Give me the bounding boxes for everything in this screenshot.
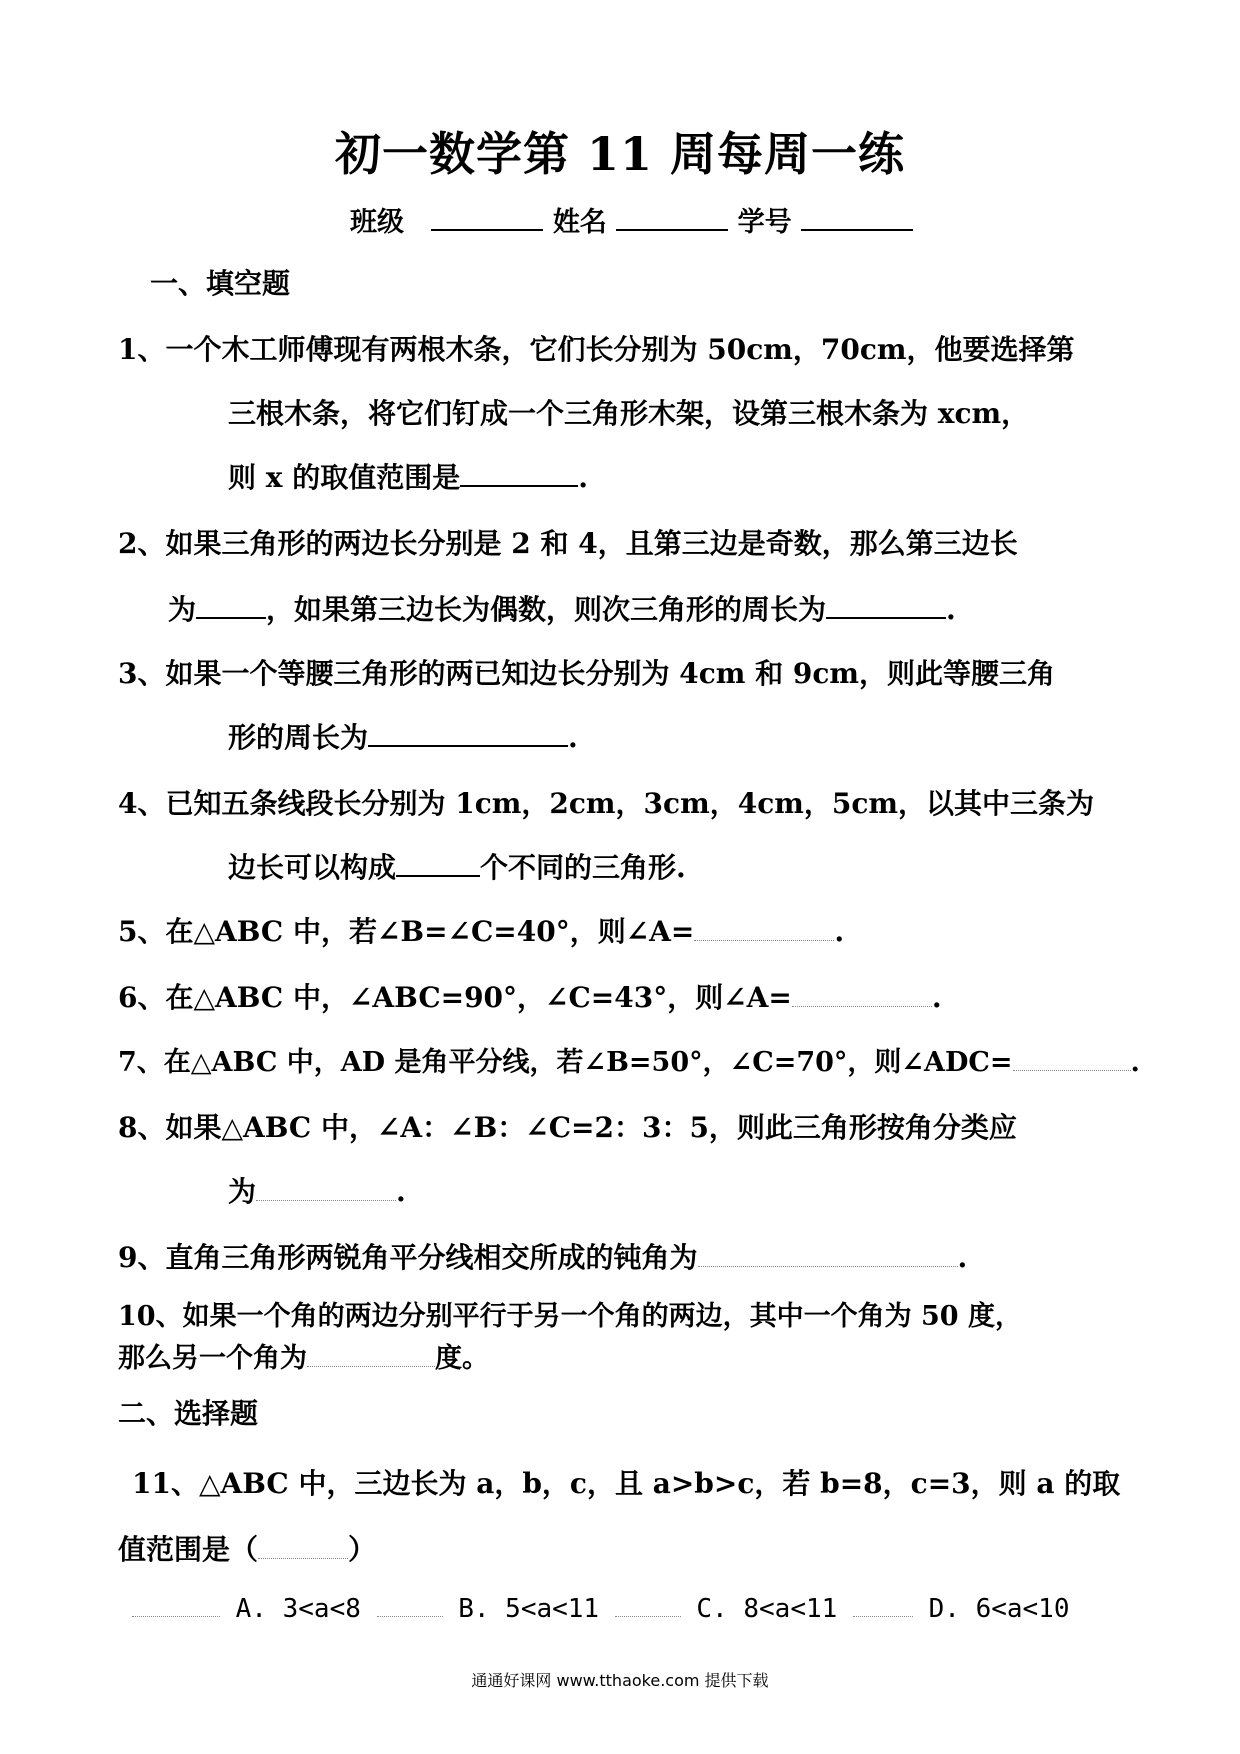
q10-answer-blank[interactable] bbox=[307, 1340, 435, 1367]
q11-option-a[interactable]: A. 3<a<8 bbox=[235, 1594, 361, 1624]
q3-line-2 bbox=[228, 716, 578, 756]
q5-period: . bbox=[834, 915, 845, 948]
q6-line bbox=[118, 976, 942, 1016]
q2-period: . bbox=[946, 593, 956, 626]
name-label: 姓名 bbox=[552, 207, 607, 238]
q5-text: 5、在△ABC 中，若∠B=∠C=40°，则∠A= bbox=[118, 915, 695, 948]
q9-text: 9、直角三角形两锐角平分线相交所成的钝角为 bbox=[118, 1241, 698, 1274]
section-heading-fill-blank: 一、填空题 bbox=[150, 267, 291, 300]
q11-options bbox=[132, 1594, 1070, 1624]
section-heading-multiple-choice: 二、选择题 bbox=[118, 1397, 259, 1430]
q8-line-2 bbox=[228, 1170, 406, 1210]
q10-line-2 bbox=[118, 1336, 489, 1375]
q2-answer-blank-1[interactable] bbox=[196, 591, 266, 619]
q8-line-1: 8、如果△ABC 中，∠A：∠B：∠C=2：3：5，则此三角形按角分类应 bbox=[118, 1111, 1017, 1144]
q2-answer-blank-2[interactable] bbox=[826, 591, 946, 619]
q1-line-2: 三根木条，将它们钉成一个三角形木架，设第三根木条为 xcm， bbox=[228, 397, 1030, 430]
q3-line-1: 3、如果一个等腰三角形的两已知边长分别为 4cm 和 9cm，则此等腰三角 bbox=[118, 657, 1056, 690]
q10-text-b: 度。 bbox=[435, 1343, 489, 1374]
q10-text-a: 那么另一个角为 bbox=[118, 1343, 307, 1374]
q1-text: 则 x 的取值范围是 bbox=[228, 461, 461, 494]
q2-line-2 bbox=[168, 588, 956, 628]
name-blank bbox=[616, 205, 728, 231]
q4-text-b: 个不同的三角形. bbox=[480, 851, 686, 884]
q9-line bbox=[118, 1236, 967, 1276]
q1-line-1: 1、一个木工师傅现有两根木条，它们长分别为 50cm，70cm，他要选择第 bbox=[118, 333, 1075, 366]
q3-answer-blank[interactable] bbox=[368, 719, 568, 747]
q2-line-1: 2、如果三角形的两边长分别是 2 和 4，且第三边是奇数，那么第三边长 bbox=[118, 527, 1018, 560]
q6-text: 6、在△ABC 中，∠ABC=90°，∠C=43°，则∠A= bbox=[118, 981, 792, 1014]
q9-period: . bbox=[957, 1241, 968, 1274]
class-label: 班级 bbox=[350, 207, 404, 238]
q11-option-d[interactable]: D. 6<a<10 bbox=[928, 1594, 1070, 1624]
q8-period: . bbox=[396, 1175, 406, 1208]
q1-answer-blank[interactable] bbox=[460, 459, 578, 487]
q10-line-1: 10、如果一个角的两边分别平行于另一个角的两边，其中一个角为 50 度， bbox=[118, 1301, 1022, 1332]
q11-options-gap bbox=[853, 1596, 913, 1617]
q7-text: 7、在△ABC 中，AD 是角平分线，若∠B=50°，∠C=70°，则∠ADC= bbox=[118, 1047, 1013, 1078]
q11-text-b: ） bbox=[348, 1533, 377, 1566]
q11-line-1: 11、△ABC 中，三边长为 a，b，c，且 a>b>c，若 b=8，c=3，则 a 的取 bbox=[132, 1467, 1121, 1500]
id-blank bbox=[801, 205, 913, 231]
q9-answer-blank[interactable] bbox=[698, 1240, 958, 1267]
q1-period: . bbox=[578, 461, 588, 494]
q3-period: . bbox=[568, 721, 578, 754]
q4-line-1: 4、已知五条线段长分别为 1cm，2cm，3cm，4cm，5cm，以其中三条为 bbox=[118, 787, 1095, 820]
q2-text-a: 为 bbox=[168, 593, 197, 626]
page-title: 初一数学第 11 周每周一练 bbox=[334, 127, 906, 181]
q11-option-c[interactable]: C. 8<a<11 bbox=[696, 1594, 838, 1624]
q7-line bbox=[118, 1040, 1140, 1079]
q11-options-gap bbox=[377, 1596, 443, 1617]
q11-answer-blank[interactable] bbox=[258, 1532, 348, 1559]
class-blank bbox=[431, 205, 543, 231]
q11-options-gap bbox=[615, 1596, 681, 1617]
q7-answer-blank[interactable] bbox=[1013, 1044, 1131, 1071]
q4-text-a: 边长可以构成 bbox=[228, 851, 397, 884]
q3-text: 形的周长为 bbox=[228, 721, 369, 754]
q11-options-leader bbox=[132, 1596, 220, 1617]
q4-answer-blank[interactable] bbox=[396, 849, 480, 877]
q6-period: . bbox=[931, 981, 942, 1014]
student-info-row bbox=[350, 200, 913, 239]
q8-text: 为 bbox=[228, 1175, 257, 1208]
q4-line-2 bbox=[228, 846, 686, 886]
q5-line bbox=[118, 910, 844, 950]
id-label: 学号 bbox=[737, 207, 792, 238]
q1-line-3 bbox=[228, 456, 588, 496]
footer-credit: 通通好课网 www.tthaoke.com 提供下载 bbox=[471, 1671, 769, 1690]
q11-text-a: 值范围是（ bbox=[118, 1533, 259, 1566]
q5-answer-blank[interactable] bbox=[694, 914, 834, 941]
q8-answer-blank[interactable] bbox=[256, 1174, 396, 1201]
q2-text-b: ，如果第三边长为偶数，则次三角形的周长为 bbox=[266, 593, 827, 626]
q11-option-b[interactable]: B. 5<a<11 bbox=[458, 1594, 600, 1624]
q11-line-2 bbox=[118, 1528, 376, 1568]
q6-answer-blank[interactable] bbox=[792, 980, 932, 1007]
q7-period: . bbox=[1130, 1047, 1140, 1078]
